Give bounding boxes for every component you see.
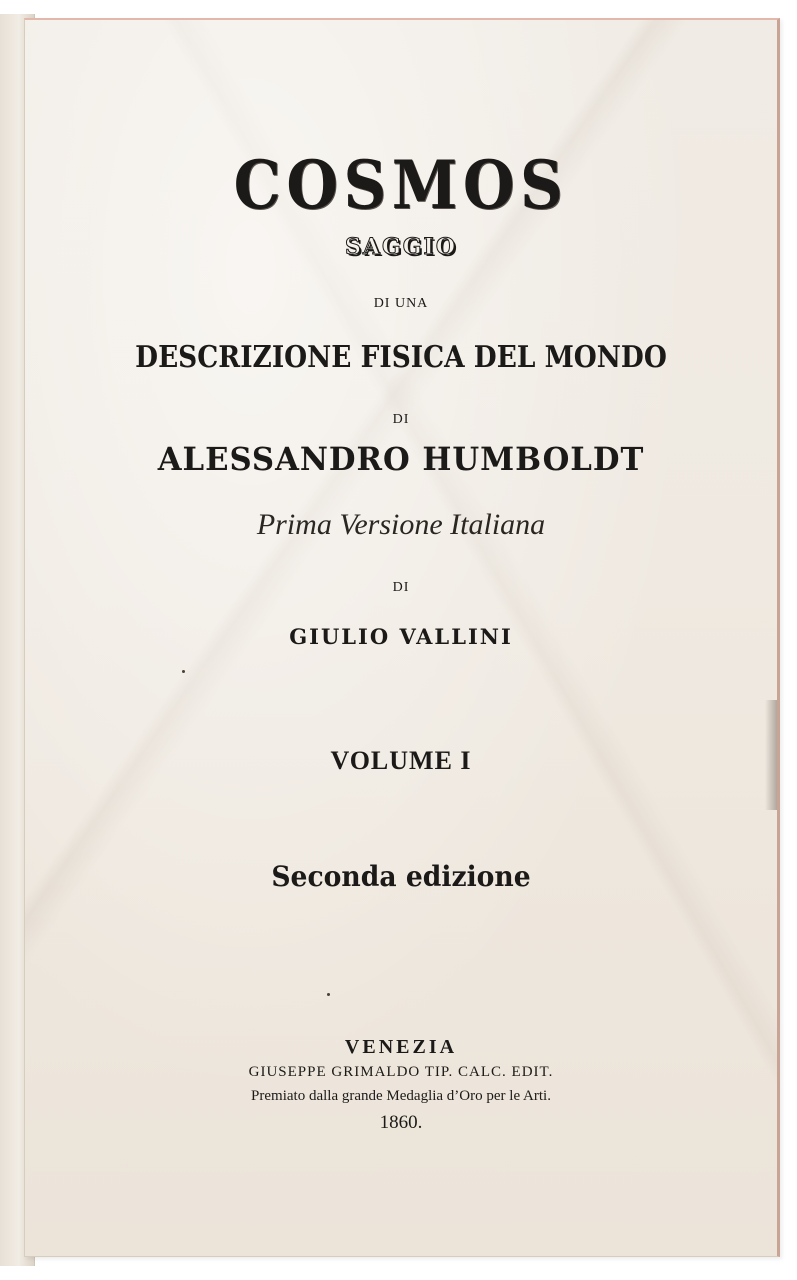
translator-name: GIULIO VALLINI [289,624,513,649]
award-note: Premiato dalla grande Medaglia d’Oro per le Arti. [251,1088,551,1104]
ink-speck [327,993,330,996]
connector-di-una: DI UNA [373,296,429,311]
author-name: ALESSANDRO HUMBOLDT [157,440,645,478]
title-page [24,18,780,1257]
publication-year: 1860. [379,1112,423,1133]
connector-di-author: DI [392,412,410,427]
connector-di-translator: DI [392,580,410,595]
book-subtitle: SAGGIO [345,234,457,260]
ink-speck [182,670,185,673]
edition-note: Seconda edizione [271,860,531,893]
version-note: Prima Versione Italiana [256,508,546,541]
publication-city: VENEZIA [344,1036,458,1058]
book-title: COSMOS [233,146,569,224]
edge-stain [765,700,777,810]
volume-number: VOLUME I [330,746,472,775]
book-description: DESCRIZIONE FISICA DEL MONDO [135,340,667,375]
printer-name: GIUSEPPE GRIMALDO TIP. CALC. EDIT. [248,1064,554,1080]
